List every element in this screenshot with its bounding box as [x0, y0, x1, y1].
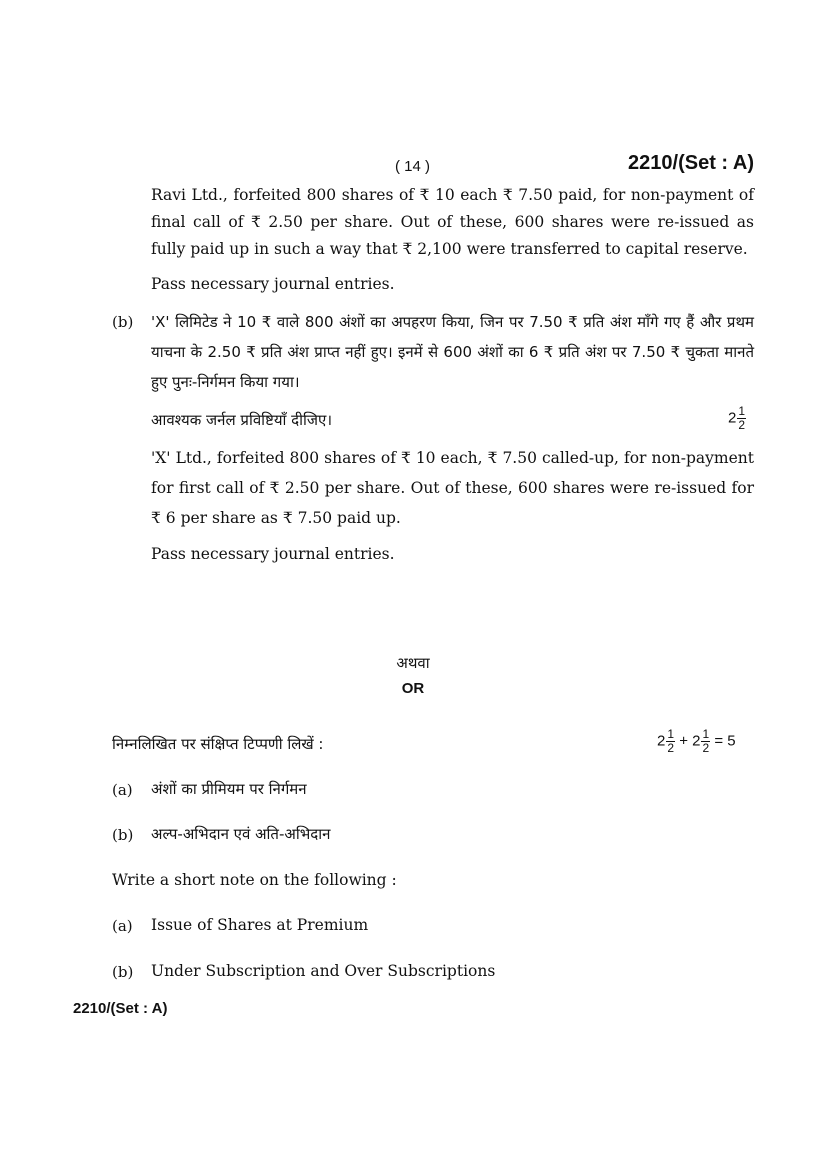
question-a-instruction: Pass necessary journal entries.	[151, 275, 395, 293]
marks-numerator: 1	[738, 404, 746, 418]
question-b-english-instruction: Pass necessary journal entries.	[151, 545, 395, 563]
hindi-item-a-text: अंशों का प्रीमियम पर निर्गमन	[151, 780, 307, 798]
marks-numerator-2: 1	[702, 727, 710, 741]
page-number: ( 14 )	[395, 158, 431, 175]
marks-fraction-1	[666, 728, 675, 755]
marks-total: = 5	[714, 732, 736, 750]
short-note-hindi-heading: निम्नलिखित पर संक्षिप्त टिप्पणी लिखें :	[112, 735, 324, 753]
marks-numerator-1: 1	[667, 727, 675, 741]
marks-whole-2: 2	[692, 732, 701, 750]
hindi-item-b-text: अल्प-अभिदान एवं अति-अभिदान	[151, 825, 331, 843]
or-separator-english: OR	[401, 680, 425, 697]
short-note-english-heading: Write a short note on the following :	[112, 871, 397, 889]
or-separator-hindi: अथवा	[396, 654, 430, 672]
marks-fraction	[737, 405, 746, 432]
english-item-b-text: Under Subscription and Over Subscriptions	[151, 962, 496, 980]
marks-whole-1: 2	[657, 732, 666, 750]
question-b-label: (b)	[112, 313, 134, 331]
english-item-a-text: Issue of Shares at Premium	[151, 916, 369, 934]
marks-denominator-2: 2	[702, 741, 710, 755]
marks-plus: +	[679, 732, 688, 750]
set-code-footer: 2210/(Set : A)	[73, 1000, 168, 1017]
question-a-text: Ravi Ltd., forfeited 800 shares of ₹ 10 each ₹ 7.50 paid, for non-payment of final call of ₹ 2.50 per share. Out of these, 600 shares were re-issued as fully paid up in such a way that ₹ 2,100 were transferred to capital reserve.	[151, 186, 754, 258]
question-b-marks	[728, 405, 746, 432]
hindi-item-a-label: (a)	[112, 781, 133, 799]
question-b-hindi-text: 'X' लिमिटेड ने 10 ₹ वाले 800 अंशों का अपहरण किया, जिन पर 7.50 ₹ प्रति अंश माँगे गए हैं और प्रथम याचना के 2.50 ₹ प्रति अंश प्राप्त नहीं हुए। इनमें से 600 अंशों का 6 ₹ प्रति अंश पर 7.50 ₹ चुकता मानते हुए पुनः-निर्गमन किया गया।	[151, 313, 754, 391]
hindi-item-b-label: (b)	[112, 826, 134, 844]
set-code-header: 2210/(Set : A)	[628, 152, 754, 174]
marks-denominator-1: 2	[667, 741, 675, 755]
marks-fraction-2	[701, 728, 710, 755]
short-note-marks	[657, 728, 736, 755]
question-b-english-text: 'X' Ltd., forfeited 800 shares of ₹ 10 each, ₹ 7.50 called-up, for non-payment for first call of ₹ 2.50 per share. Out of these, 600 shares were re-issued for ₹ 6 per share as ₹ 7.50 paid up.	[151, 449, 754, 527]
marks-whole: 2	[728, 409, 737, 427]
marks-denominator: 2	[738, 418, 746, 432]
question-b-hindi-instruction: आवश्यक जर्नल प्रविष्टियाँ दीजिए।	[151, 411, 333, 429]
english-item-a-label: (a)	[112, 917, 133, 935]
english-item-b-label: (b)	[112, 963, 134, 981]
